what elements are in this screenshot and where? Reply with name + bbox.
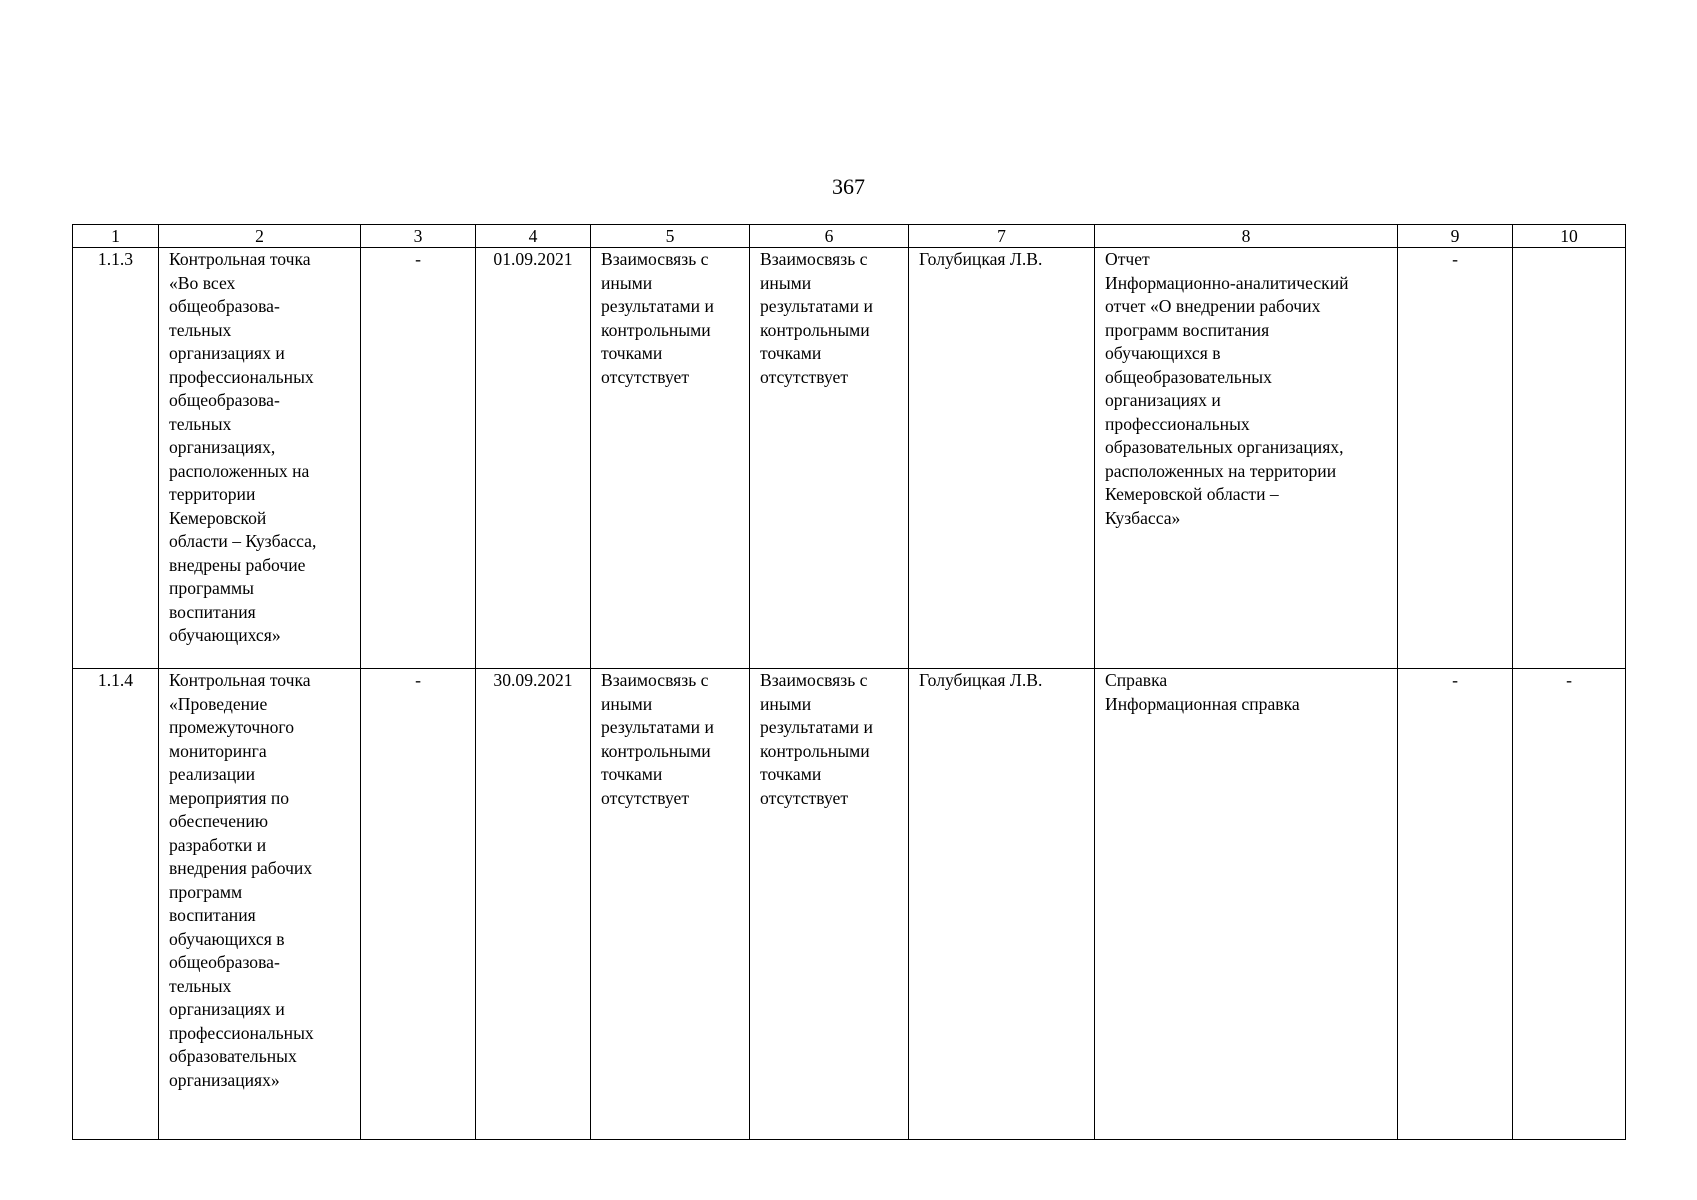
row-number-cell: 1.1.4 (73, 669, 159, 1140)
header-cell: 3 (361, 225, 476, 248)
text-line: результатами и (760, 717, 873, 737)
text-line: обеспечению (169, 811, 268, 831)
text-line: воспитания (169, 601, 256, 622)
text-line: воспитания (169, 905, 256, 925)
text-line: образовательных (169, 1046, 297, 1066)
text-line: организациях и (169, 343, 285, 363)
text-line: Информационно-аналитический (1105, 272, 1349, 293)
text-line: иными (760, 272, 812, 293)
header-row (73, 225, 1626, 248)
text-line: Взаимосвязь с (760, 249, 868, 269)
text-line: внедрения рабочих (169, 858, 313, 878)
header-cell: 2 (159, 225, 361, 248)
date-cell: 30.09.2021 (476, 669, 591, 1140)
text-line: Контрольная точка (169, 670, 311, 690)
text-line: организациях» (169, 1069, 280, 1090)
relation-cell (591, 248, 750, 669)
col10-cell: - (1513, 669, 1626, 1140)
header-cell: 10 (1513, 225, 1626, 248)
text-line: тельных (169, 319, 232, 340)
text-line: контрольными (601, 319, 711, 340)
header-cell: 1 (73, 225, 159, 248)
text-line: иными (601, 272, 653, 293)
text-line: тельных (169, 413, 232, 434)
text-line: Кемеровской области – (1105, 484, 1279, 504)
text-line: программы (169, 578, 254, 598)
text-line: организациях и (169, 999, 285, 1019)
text-line: иными (601, 693, 653, 714)
text-line: реализации (169, 764, 255, 784)
text-line: расположенных на территории (1105, 460, 1337, 481)
responsible-cell: Голубицкая Л.В. (909, 669, 1095, 1140)
text-line: организациях и (1105, 390, 1221, 410)
col3-cell: - (361, 669, 476, 1140)
date-cell: 01.09.2021 (476, 248, 591, 669)
text-line: отсутствует (601, 366, 690, 387)
text-line: территории (169, 484, 256, 504)
text-line: Взаимосвязь с (601, 249, 709, 269)
header-cell: 7 (909, 225, 1095, 248)
text-line: контрольными (760, 319, 870, 340)
text-line: профессиональных (169, 1022, 314, 1043)
header-cell: 5 (591, 225, 750, 248)
report-cell (1095, 248, 1398, 669)
text-line: разработки и (169, 834, 267, 855)
text-line: обучающихся в (169, 928, 285, 949)
text-line: иными (760, 693, 812, 714)
text-line: точками (601, 764, 663, 784)
text-line: контрольными (760, 740, 870, 761)
text-line: общеобразова- (169, 952, 280, 972)
text-line: мероприятия по (169, 787, 290, 808)
header-cell: 8 (1095, 225, 1398, 248)
text-line: программ (169, 881, 243, 902)
text-line: профессиональных (169, 366, 314, 387)
control-point-title-cell (159, 248, 361, 669)
text-line: точками (601, 343, 663, 363)
text-line: обучающихся» (169, 625, 281, 645)
text-line: Информационная справка (1105, 693, 1300, 714)
col10-cell (1513, 248, 1626, 669)
text-line: организациях, (169, 437, 276, 457)
text-line: образовательных организациях, (1105, 437, 1344, 457)
text-line: отсутствует (601, 787, 690, 808)
text-line: результатами и (760, 296, 873, 316)
table-row (73, 669, 1626, 1140)
text-line: общеобразовательных (1105, 366, 1272, 387)
text-line: «Во всех (169, 272, 236, 293)
text-line: отсутствует (760, 787, 849, 808)
text-line: Контрольная точка (169, 249, 311, 269)
col3-cell: - (361, 248, 476, 669)
header-cell: 6 (750, 225, 909, 248)
responsible-cell: Голубицкая Л.В. (909, 248, 1095, 669)
text-line: Кузбасса» (1105, 507, 1181, 528)
text-line: Отчет (1105, 249, 1150, 269)
text-line: внедрены рабочие (169, 554, 306, 575)
text-line: «Проведение (169, 693, 268, 714)
header-cell: 9 (1398, 225, 1513, 248)
text-line: общеобразова- (169, 296, 280, 316)
text-line: Справка (1105, 670, 1168, 690)
text-line: обучающихся в (1105, 343, 1221, 363)
control-points-table (72, 224, 1626, 1140)
text-line: отчет «О внедрении рабочих (1105, 296, 1321, 316)
text-line: точками (760, 764, 822, 784)
col9-cell: - (1398, 248, 1513, 669)
text-line: результатами и (601, 296, 714, 316)
table-row (73, 248, 1626, 669)
text-line: общеобразова- (169, 390, 280, 410)
text-line: точками (760, 343, 822, 363)
col9-cell: - (1398, 669, 1513, 1140)
text-line: области – Кузбасса, (169, 531, 317, 551)
control-point-title-cell (159, 669, 361, 1140)
page-number: 367 (832, 174, 865, 199)
text-line: программ воспитания (1105, 319, 1270, 340)
text-line: Кемеровской (169, 507, 267, 528)
relation-cell (591, 669, 750, 1140)
relation-cell (750, 669, 909, 1140)
text-line: тельных (169, 975, 232, 996)
row-number-cell: 1.1.3 (73, 248, 159, 669)
text-line: мониторинга (169, 740, 267, 761)
relation-cell (750, 248, 909, 669)
text-line: промежуточного (169, 717, 295, 737)
text-line: отсутствует (760, 366, 849, 387)
text-line: Взаимосвязь с (601, 670, 709, 690)
text-line: контрольными (601, 740, 711, 761)
report-cell (1095, 669, 1398, 1140)
text-line: профессиональных (1105, 413, 1250, 434)
header-cell: 4 (476, 225, 591, 248)
text-line: результатами и (601, 717, 714, 737)
text-line: расположенных на (169, 460, 310, 481)
text-line: Взаимосвязь с (760, 670, 868, 690)
